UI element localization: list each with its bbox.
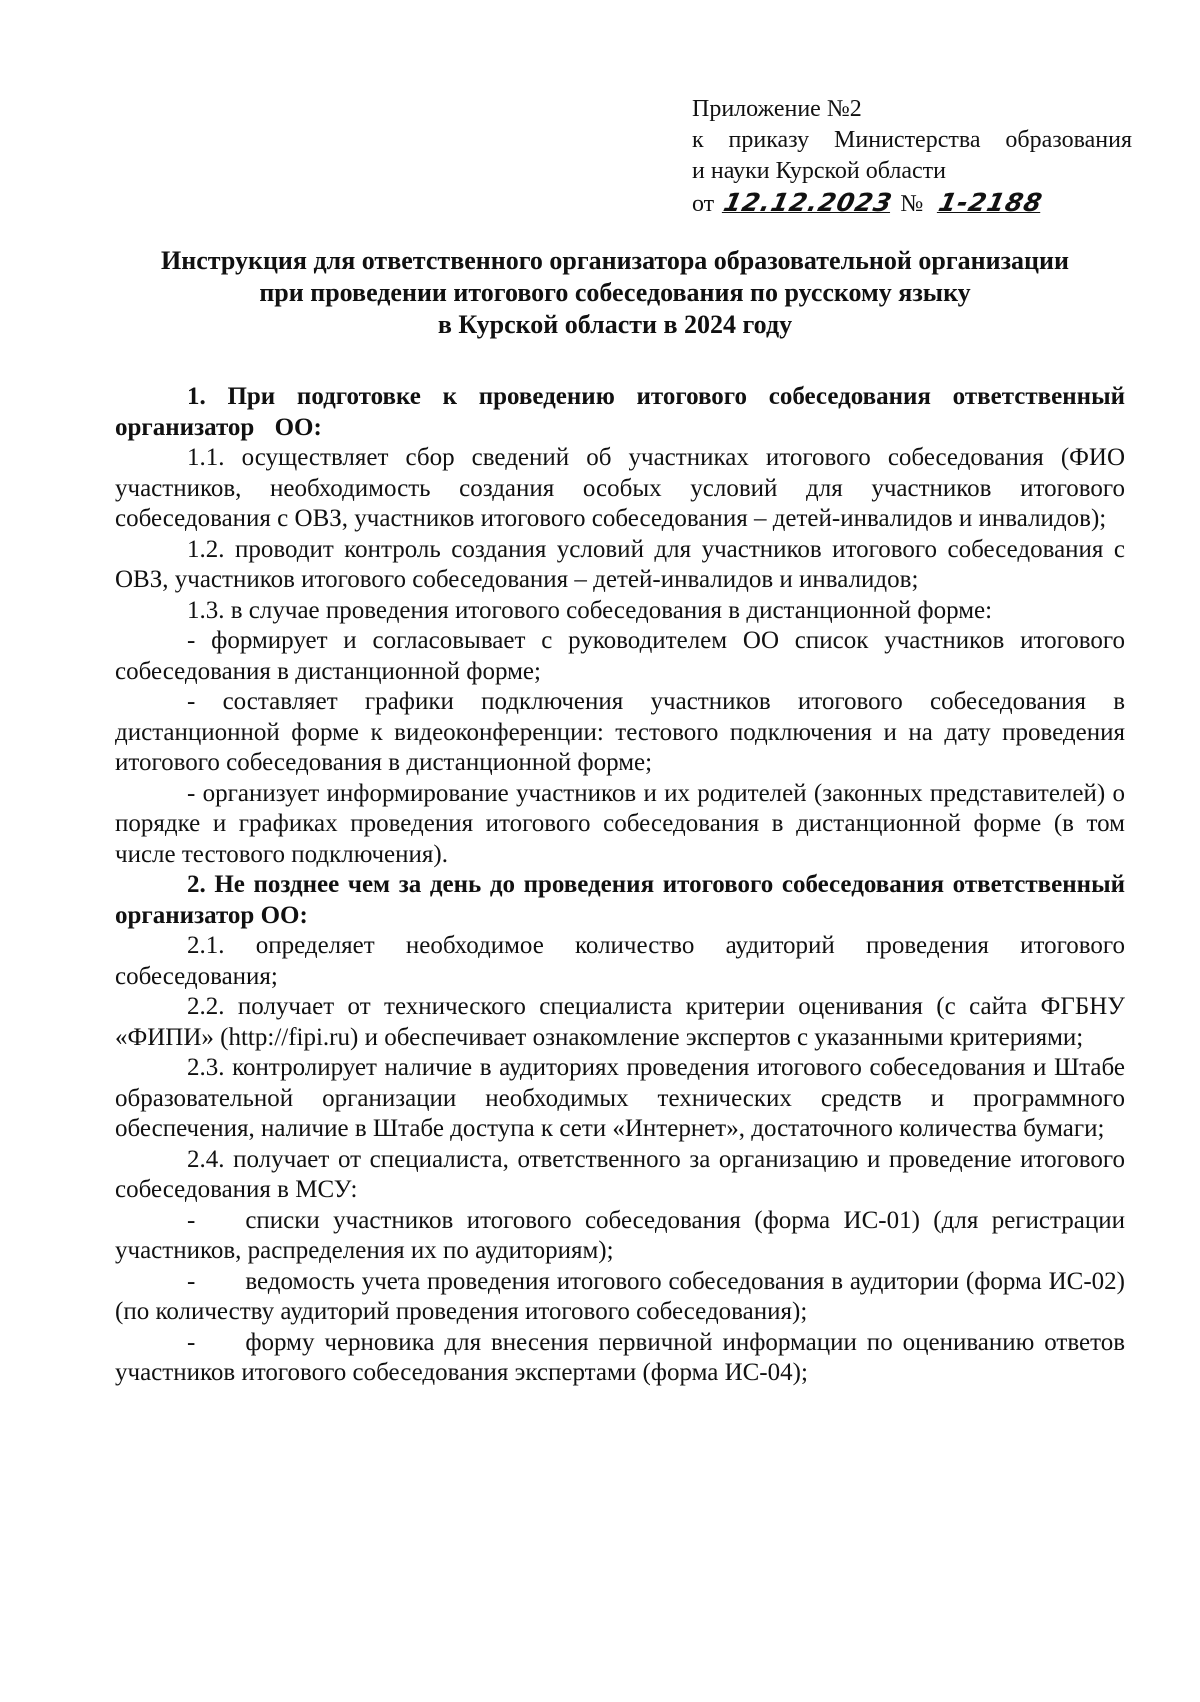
- title-line-2: при проведении итогового собеседования по русскому языку: [259, 278, 971, 307]
- document-body: [115, 382, 1125, 1389]
- annex-header: [692, 94, 1132, 220]
- paragraph-2-4: 2.4. получает от специалиста, ответственного за организацию и проведение итогового собеседования в МСУ:: [115, 1145, 1125, 1203]
- section-heading-2: 2. Не позднее чем за день до проведения итогового собеседования ответственный организатор ОО:: [115, 871, 1125, 929]
- handwritten-date: 12.12.2023: [721, 188, 896, 217]
- annex-title: Приложение №2: [692, 96, 862, 122]
- list-item-2-4-a: - списки участников итогового собеседования (форма ИС-01) (для регистрации участников, распределения их по аудиториям);: [115, 1206, 1125, 1264]
- annex-ministry-line: и науки Курской области: [692, 158, 946, 184]
- annex-number-label: №: [900, 191, 924, 217]
- annex-order-line: к приказу Министерства образования: [692, 127, 1132, 153]
- list-item-1-3-a: - формирует и согласовывает с руководителем ОО список участников итогового собеседования в дистанционной форме;: [115, 627, 1125, 685]
- list-item-1-3-c: - организует информирование участников и их родителей (законных представителей) о порядке и графиках проведения итогового собеседования в дистанционной форме (в том числе тестового подключения).: [115, 779, 1125, 868]
- section-heading-1: 1. При подготовке к проведению итогового собеседования ответственный организатор ОО:: [115, 383, 1125, 441]
- title-line-3: в Курской области в 2024 году: [437, 310, 793, 339]
- paragraph-2-1: 2.1. определяет необходимое количество аудиторий проведения итогового собеседования;: [115, 932, 1125, 990]
- document-title: [115, 245, 1115, 341]
- list-item-1-3-b: - составляет графики подключения участников итогового собеседования в дистанционной форме к видеоконференции: тестового подключения и на дату проведения итогового собеседования в дистанционной форме;: [115, 688, 1125, 776]
- paragraph-1-2: 1.2. проводит контроль создания условий для участников итогового собеседования с ОВЗ, участников итогового собеседования – детей-инвалидов и инвалидов;: [115, 535, 1125, 593]
- paragraph-1-1: 1.1. осуществляет сбор сведений об участниках итогового собеседования (ФИО участников, необходимость создания особых условий для участников итогового собеседования с ОВЗ, участников итогового собеседования – детей-инвалидов и инвалидов);: [115, 444, 1125, 532]
- list-item-2-4-b: - ведомость учета проведения итогового собеседования в аудитории (форма ИС-02) (по количеству аудиторий проведения итогового собеседования);: [115, 1267, 1125, 1325]
- paragraph-1-3: 1.3. в случае проведения итогового собеседования в дистанционной форме:: [187, 596, 993, 624]
- paragraph-2-2: 2.2. получает от технического специалиста критерии оценивания (с сайта ФГБНУ «ФИПИ» (http://fipi.ru) и обеспечивает ознакомление экспертов с указанными критериями;: [115, 993, 1125, 1051]
- list-item-2-4-c: - форму черновика для внесения первичной информации по оцениванию ответов участников итогового собеседования экспертами (форма ИС-04);: [115, 1328, 1125, 1386]
- annex-date-number-line: [692, 187, 1132, 220]
- handwritten-number: 1-2188: [936, 188, 1046, 217]
- paragraph-2-3: 2.3. контролирует наличие в аудиториях проведения итогового собеседования и Штабе образовательной организации необходимых технических средств и программного обеспечения, наличие в Штабе доступа к сети «Интернет», достаточного количества бумаги;: [115, 1054, 1125, 1142]
- title-line-1: Инструкция для ответственного организатора образовательной организации: [161, 246, 1069, 275]
- annex-from-label: от: [692, 191, 715, 217]
